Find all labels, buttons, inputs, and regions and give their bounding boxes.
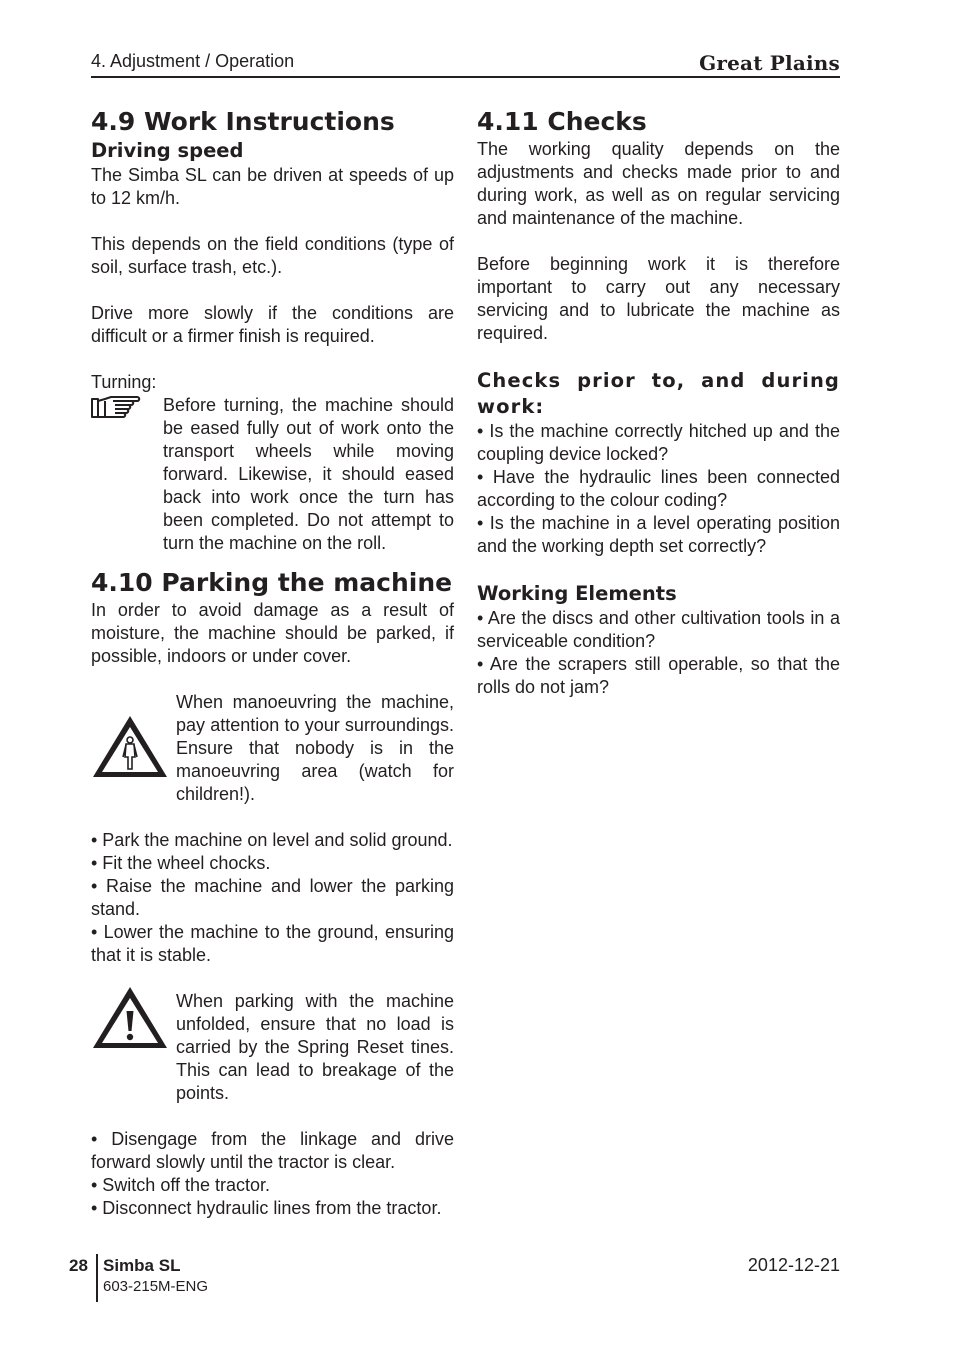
page-number: 28 (69, 1256, 88, 1275)
footer-model-name: Simba SL (103, 1256, 181, 1275)
turning-note (91, 394, 454, 555)
turning-note-text: Before turning, the machine should be eased fully out of work onto the transport wheels while moving forward. Likewise, it should eased back into work once the turn has been completed. Do not attempt to turn the machine on the roll. (163, 395, 454, 553)
parking-paragraph: In order to avoid damage as a result of moisture, the machine should be parked, if possible, indoors or under cover. (91, 600, 454, 666)
list-item: • Disconnect hydraulic lines from the tractor. (91, 1198, 442, 1218)
list-item: • Park the machine on level and solid ground. (91, 830, 453, 850)
checks-paragraph-2: Before beginning work it is therefore important to carry out any necessary servicing and to lubricate the machine as required. (477, 254, 840, 343)
driving-speed-paragraph-3: Drive more slowly if the conditions are difficult or a firmer finish is required. (91, 303, 454, 346)
footer-date: 2012-12-21 (747, 1255, 840, 1275)
turning-label: Turning: (91, 372, 157, 392)
driving-speed-paragraph-1: The Simba SL can be driven at speeds of up to 12 km/h. (91, 165, 454, 208)
section-4-9-title: 4.9 Work Instructions (91, 107, 395, 136)
list-item: • Are the scrapers still operable, so that the rolls do not jam? (477, 654, 840, 697)
working-elements-heading: Working Elements (477, 582, 677, 605)
manoeuvre-warning-text: When manoeuvring the machine, pay attention to your surroundings. Ensure that nobody is in the manoeuvring area (watch for children!). (176, 692, 454, 804)
footer-document-code: 603-215M-ENG (103, 1278, 209, 1295)
list-item: • Is the machine in a level operating position and the working depth set correctly? (477, 513, 840, 556)
manoeuvre-warning (91, 691, 454, 806)
list-item: • Are the discs and other cultivation tools in a serviceable condition? (477, 608, 840, 651)
unfolded-warning (91, 990, 454, 1105)
working-elements-list (477, 607, 840, 699)
list-item: • Have the hydraulic lines been connected according to the colour coding? (477, 467, 840, 510)
list-item: • Switch off the tractor. (91, 1175, 271, 1195)
checks-paragraph-1: The working quality depends on the adjustments and checks made prior to and during work, as well as on regular servicing and maintenance of the machine. (477, 139, 840, 228)
footer-divider (96, 1254, 98, 1302)
list-item: • Lower the machine to the ground, ensuring that it is stable. (91, 922, 454, 965)
brand-logo-text: Great Plains (699, 51, 840, 75)
section-4-11-title: 4.11 Checks (477, 107, 647, 136)
driving-speed-paragraph-2: This depends on the field conditions (type of soil, surface trash, etc.). (91, 234, 454, 277)
page-header (91, 50, 840, 78)
checks-prior-list (477, 420, 840, 558)
checks-prior-heading: Checks prior to, and during work: (477, 369, 840, 418)
list-item: • Disengage from the linkage and drive forward slowly until the tractor is clear. (91, 1129, 454, 1172)
list-item: • Fit the wheel chocks. (91, 853, 271, 873)
list-item: • Is the machine correctly hitched up and the coupling device locked? (477, 421, 840, 464)
header-section-title: 4. Adjustment / Operation (91, 51, 295, 71)
exclamation-warning-icon (91, 984, 169, 1050)
right-column (477, 106, 840, 699)
unfolded-warning-text: When parking with the machine unfolded, ensure that no load is carried by the Spring Reset tines. This can lead to breakage of the points. (176, 991, 454, 1103)
list-item: • Raise the machine and lower the parking stand. (91, 876, 454, 919)
person-warning-icon (91, 713, 169, 779)
final-bullet-list (91, 1128, 454, 1220)
section-4-10-title: 4.10 Parking the machine (91, 568, 453, 597)
left-column (91, 106, 454, 1220)
pointing-hand-icon (91, 394, 143, 420)
driving-speed-heading: Driving speed (91, 139, 244, 162)
parking-bullet-list (91, 829, 454, 967)
